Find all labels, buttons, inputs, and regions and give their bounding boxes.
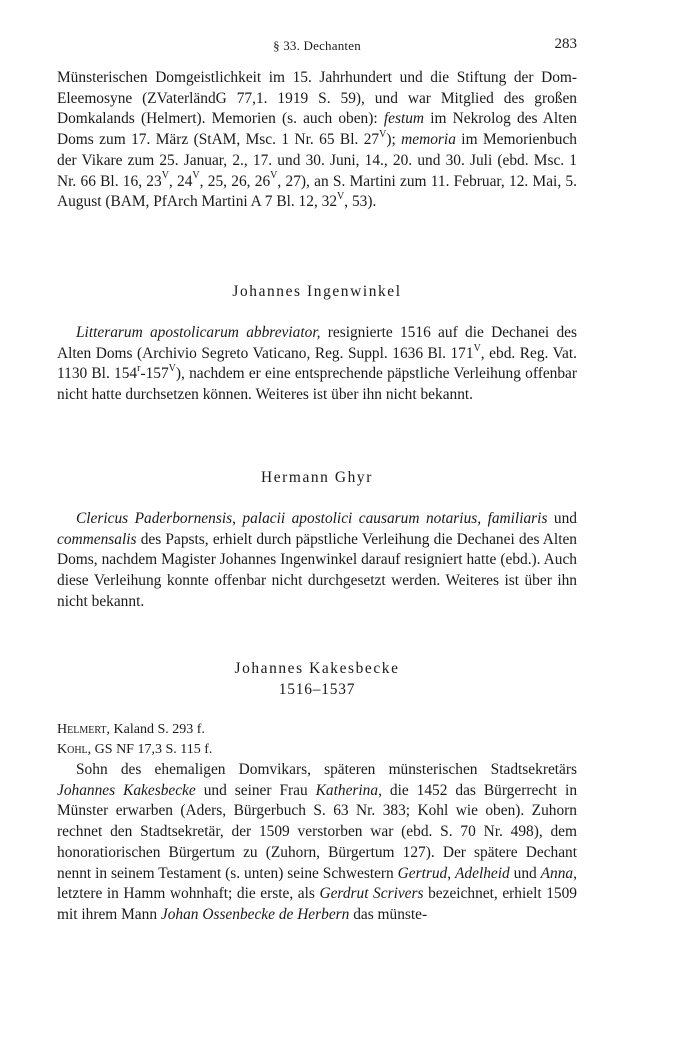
italic-term: festum (383, 110, 425, 128)
entry-heading-ghyr: Hermann Ghyr (261, 469, 373, 486)
text-run: , 27), an S. Martini zum 11. Februar, 12. Mai, 5. August (BAM, PfArch Martini A 7 Bl. 12, 32 (57, 172, 577, 211)
italic-name: Johan Ossenbecke de Herbern (160, 905, 350, 923)
text-run: , 24 (168, 172, 193, 190)
verso-mark: V (379, 128, 387, 140)
verso-mark: V (270, 170, 278, 182)
text-run: , 25, 26, 26 (199, 172, 271, 190)
italic-term: memoria (401, 131, 456, 149)
text-run: , 53). (344, 193, 377, 211)
verso-mark: V (161, 170, 169, 182)
entry-heading-ingenwinkel: Johannes Ingenwinkel (232, 283, 402, 300)
text-run: ); (386, 131, 402, 149)
text-run: das münste- (349, 905, 428, 923)
verso-mark: V (168, 363, 176, 375)
italic-name: Anna (540, 864, 574, 882)
italic-name: Gertrud (397, 864, 448, 882)
recto-mark: r (137, 363, 141, 375)
entry-paragraph-kakesbecke (57, 760, 577, 926)
text-run: Sohn des ehemaligen Domvikars, späteren münsterischen Stadtsekretärs (76, 761, 577, 778)
entry-paragraph-ghyr (57, 509, 577, 613)
reference-item (57, 720, 577, 740)
text-run: ), nachdem er eine entsprechende päpstliche Verleihung offenbar nicht hatte durchsetzen können. Weiteres ist über ihn nicht bekannt. (57, 365, 577, 404)
text-run: Münsterischen Domgeistlichkeit im 15. Jahrhundert und die Stiftung der Dom-Eleemosyne (ZVaterländG 77,1. 1919 S. 59), und war Mitglied des großen Domkalands (Helmert). Memorien (s. auch oben): (57, 69, 577, 128)
verso-mark: V (337, 191, 345, 203)
verso-mark: V (192, 170, 200, 182)
verso-mark: V (473, 342, 481, 354)
italic-name: Johannes Kakesbecke (57, 781, 196, 799)
text-run: bezeichnet, erhielt 1509 mit ihrem Mann (57, 885, 577, 923)
reference-list (57, 720, 577, 760)
section-title: § 33. Dechanten (273, 38, 361, 53)
italic-name: Katherina (315, 781, 379, 799)
entry-paragraph-ingenwinkel (57, 323, 577, 406)
italic-term: commensalis (57, 530, 137, 548)
text-run: , die 1452 das Bürgerrecht in Münster erwarben (Aders, Bürgerbuch S. 63 Nr. 383; Kohl wie oben). Zuhorn rechnet den Stadtsekretär, der 1509 verstorben war (ebd. S. 70 Nr. 498), dem honoratiorischen Bürgertum zu (Zuhorn, Bürgertum 127). Der spätere Dechant nennt in seinem Testament (s. unten) seine Schwestern (57, 781, 578, 882)
text-run: des Papsts, erhielt durch päpstliche Verleihung die Dechanei des Alten Doms, nachdem Magister Johannes Ingenwinkel darauf resigniert hatte (ebd.). Auch diese Verleihung konnte offenbar nicht durchgesetzt werden. Weiteres ist über ihn nicht bekannt. (57, 530, 577, 610)
italic-title: Litterarum apostolicarum abbreviator, (76, 324, 321, 341)
reference-detail: , Kaland S. 293 f. (106, 722, 205, 737)
text-run: und (547, 510, 577, 527)
italic-title: Clericus Paderbornensis, palacii apostolici causarum notarius, familiaris (76, 510, 548, 527)
page-number: 283 (554, 36, 577, 52)
running-head (57, 36, 577, 56)
reference-item (57, 740, 577, 760)
italic-name: Adelheid (455, 864, 510, 882)
text-run: , letztere in Hamm wohnhaft; die erste, als (57, 864, 577, 903)
italic-name: Gerdrut Scrivers (319, 885, 424, 903)
text-run: und seiner Frau (195, 781, 316, 799)
text-run: , ebd. Reg. Vat. 1130 Bl. 154 (57, 344, 577, 383)
text-run: und (509, 864, 541, 882)
text-run: , (447, 864, 456, 882)
entry-heading-kakesbecke: Johannes Kakesbecke (234, 660, 400, 677)
entry-years-kakesbecke: 1516–1537 (278, 681, 356, 698)
reference-author: Helmert (57, 722, 107, 737)
text-run: resignierte 1516 auf die Dechanei des Alten Doms (Archivio Segreto Vaticano, Reg. Suppl. 1636 Bl. 171 (57, 324, 577, 362)
text-run: -157 (140, 365, 169, 383)
text-run: im Memorienbuch der Vikare zum 25. Januar, 2., 17. und 30. Juni, 14., 20. und 30. Juli (ebd. Msc. 1 Nr. 66 Bl. 16, 23 (57, 131, 577, 190)
reference-detail: , GS NF 17,3 S. 115 f. (87, 742, 213, 757)
continuation-paragraph (57, 68, 577, 213)
reference-author: Kohl (57, 742, 88, 757)
text-run: im Nekrolog des Alten Doms zum 17. März (StAM, Msc. 1 Nr. 65 Bl. 27 (57, 110, 577, 149)
